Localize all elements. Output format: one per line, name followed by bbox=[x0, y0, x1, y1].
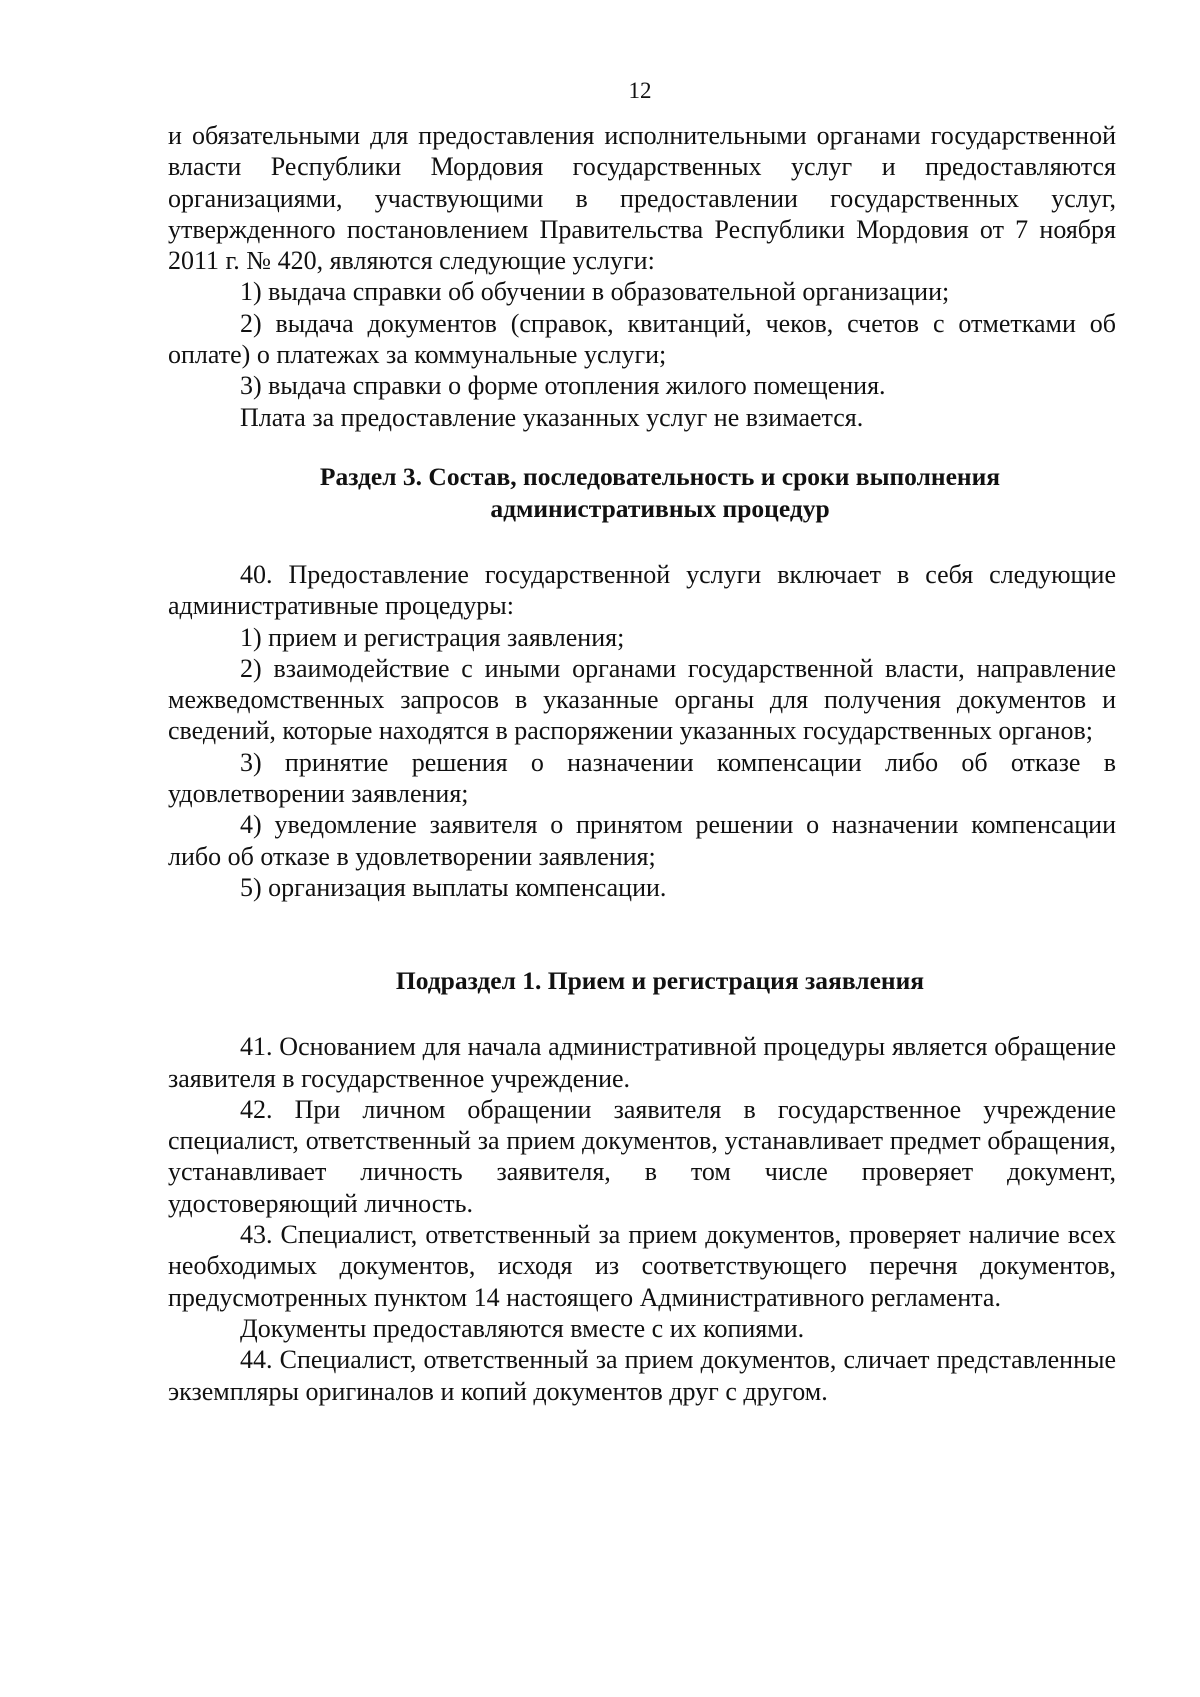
paragraph-42: 42. При личном обращении заявителя в государственное учреждение специалист, ответственный за прием документов, устанавливает предмет обращения, устанавливает личность заявителя, в том числе проверяет документ, удостоверяющий личность. bbox=[168, 1094, 1116, 1218]
procedure-item-5: 5) организация выплаты компенсации. bbox=[240, 872, 667, 902]
procedure-item-2: 2) взаимодействие с иными органами государственной власти, направление межведомственных запросов в указанные органы для получения документов и сведений, которые находятся в распоряжении указанных государственных органов; bbox=[168, 653, 1116, 746]
paragraph-43: 43. Специалист, ответственный за прием документов, проверяет наличие всех необходимых документов, исходя из соответствующего перечня документов, предусмотренных пунктом 14 настоящего Административного регламента. bbox=[168, 1220, 1116, 1312]
page-number: 12 bbox=[628, 78, 652, 103]
section-3-heading-line-1: Раздел 3. Состав, последовательность и сроки выполнения bbox=[319, 461, 1001, 491]
paragraph-40: 40. Предоставление государственной услуги включает в себя следующие административные процедуры: bbox=[168, 559, 1116, 621]
procedure-item-3: 3) принятие решения о назначении компенсации либо об отказе в удовлетворении заявления; bbox=[168, 747, 1116, 809]
procedure-item-4: 4) уведомление заявителя о принятом решении о назначении компенсации либо об отказе в удовлетворении заявления; bbox=[168, 810, 1116, 871]
paragraph-43-copies: Документы предоставляются вместе с их копиями. bbox=[240, 1313, 805, 1343]
section-3-heading-line-2: административных процедур bbox=[490, 493, 830, 523]
paragraph-41: 41. Основанием для начала административной процедуры является обращение заявителя в государственное учреждение. bbox=[168, 1032, 1116, 1093]
paragraph-intro-continuation: и обязательными для предоставления исполнительными органами государственной власти Республики Мордовия государственных услуг и предоставляются организациями, участвующими в предоставлении государственных услуг, утвержденного постановлением Правительства Республики Мордовия от 7 ноября 2011 г. № 420, являются следующие услуги: bbox=[168, 121, 1116, 276]
list-item-service-1: 1) выдача справки об обучении в образовательной организации; bbox=[240, 277, 950, 307]
subsection-1-heading: Подраздел 1. Прием и регистрация заявления bbox=[395, 966, 925, 996]
paragraph-44: 44. Специалист, ответственный за прием документов, сличает представленные экземпляры оригиналов и копий документов друг с другом. bbox=[168, 1345, 1116, 1406]
list-item-service-3: 3) выдача справки о форме отопления жилого помещения. bbox=[240, 371, 886, 401]
procedure-item-1: 1) прием и регистрация заявления; bbox=[240, 622, 625, 652]
document-body bbox=[168, 120, 1116, 1407]
paragraph-fee-note: Плата за предоставление указанных услуг не взимается. bbox=[240, 402, 864, 432]
list-item-service-2: 2) выдача документов (справок, квитанций, чеков, счетов с отметками об оплате) о платежах за коммунальные услуги; bbox=[168, 308, 1116, 370]
section-3-heading bbox=[168, 461, 1116, 525]
